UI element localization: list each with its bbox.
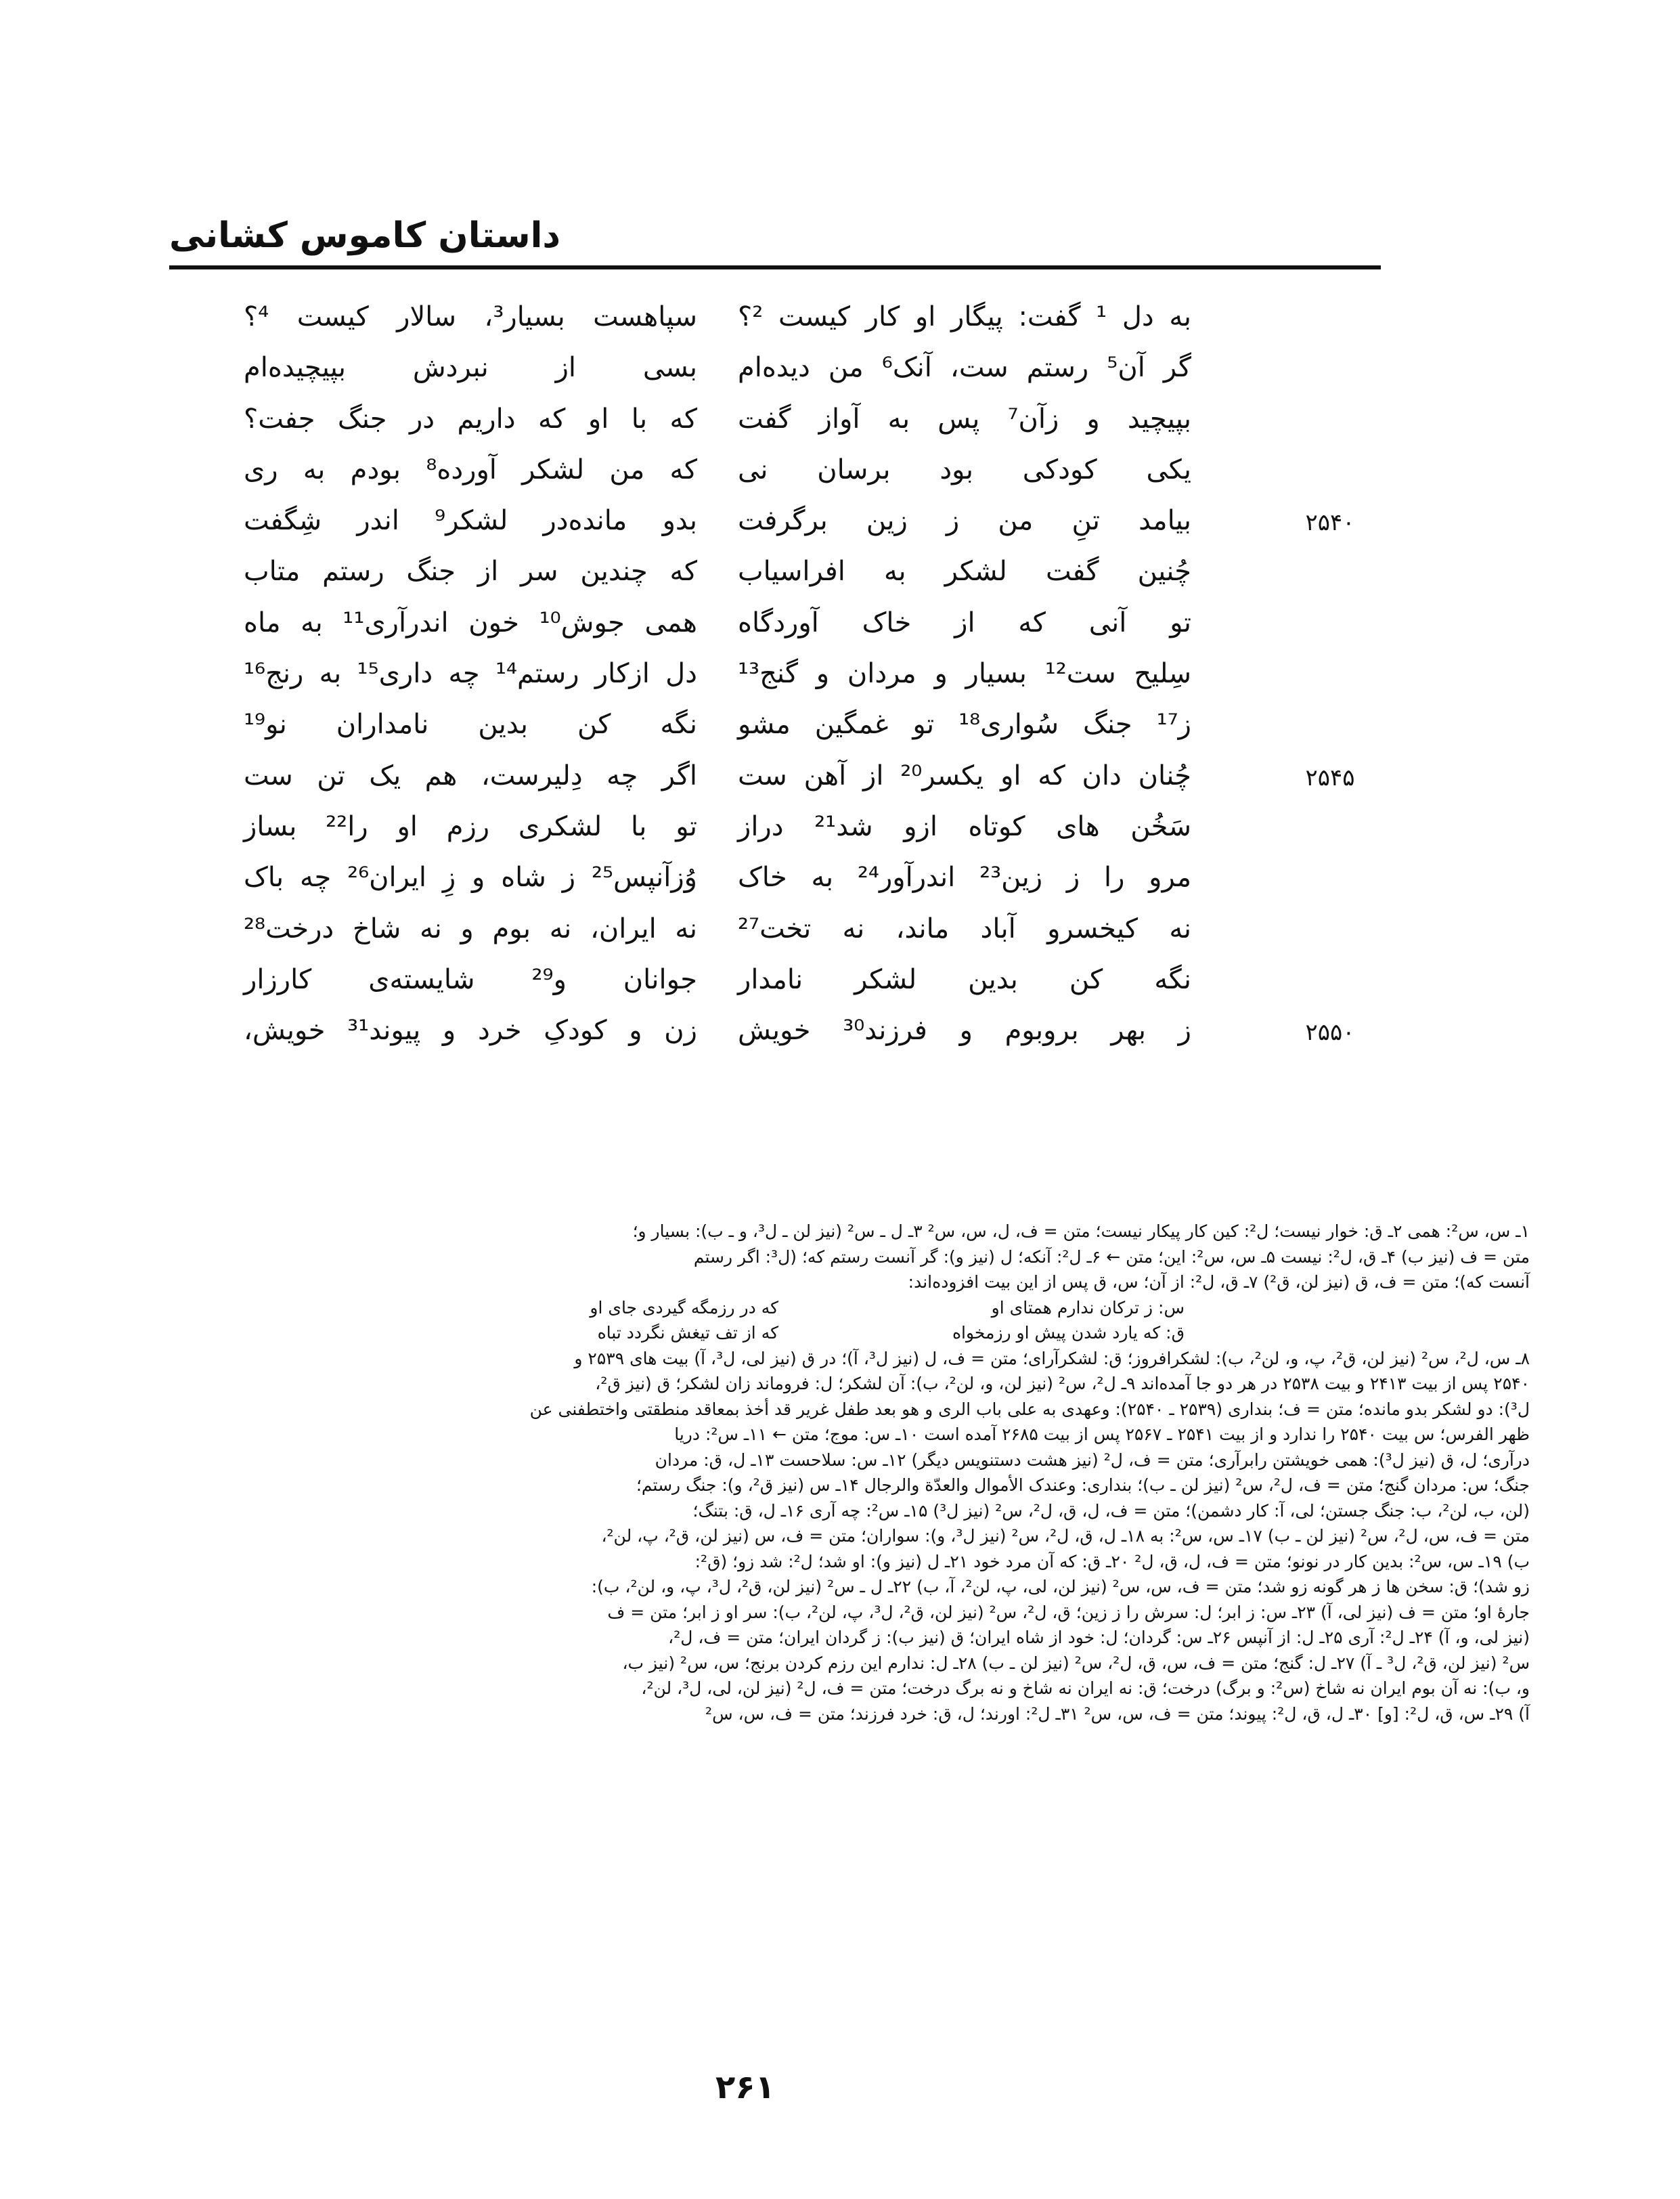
second-hemistich: جوانان و²⁹ شایسته‌ی کارزار	[244, 963, 697, 995]
first-hemistich: ز بهر بروبوم و فرزند³⁰ خویش	[738, 1015, 1191, 1047]
verse-number: ۲۵۴۰	[1305, 509, 1355, 537]
verse-row	[244, 963, 1374, 1015]
verse-row	[244, 810, 1374, 862]
footnote-line: زو شد)؛ ق: سخن ها ز هر گونه زو شد؛ متن = ف، س، س² (نیز لن، لی، پ، لن²، آ، ب) ۲۲ـ ل ـ س² (نیز لن، ق²، ل³، پ، و، لن²، ب):	[591, 1577, 1530, 1596]
verse-row	[244, 607, 1374, 658]
running-title: داستان کاموس کشانی	[169, 215, 561, 256]
second-hemistich: زن و کودکِ خرد و پیوند³¹ خویش،	[244, 1015, 697, 1047]
first-hemistich: تو آنی که از خاک آوردگاه	[738, 607, 1191, 638]
first-hemistich: مرو را ز زین²³ اندرآور²⁴ به خاک	[738, 862, 1191, 894]
verse-row	[244, 556, 1374, 607]
footnote-line: ۱ـ س، س²: همی ۲ـ ق: خوار نیست؛ ل²: کین کار پیکار نیست؛ متن = ف، ل، س، س² ۳ـ ل ـ س² (نیز لن ـ ل³، و ـ ب): بسیار و؛	[632, 1221, 1530, 1241]
second-hemistich: دل ازکار رستم¹⁴ چه داری¹⁵ به رنج¹⁶	[244, 658, 697, 690]
second-hemistich: نه ایران، نه بوم و نه شاخ درخت²⁸	[244, 913, 697, 944]
footnote-line: و، ب): نه آن بوم ایران نه شاخ (س²: و برگ) درخت؛ ق: نه ایران نه شاخ و نه برگ درخت؛ متن = ف، ل² (نیز لن، لی، ل³، لن²،	[641, 1678, 1530, 1698]
footnote-line: (لن، ب، لن²، ب: جنگ جستن؛ لی، آ: کار دشمن)؛ متن = ف، ل، ق، ل²، س² (نیز ل³) ۱۵ـ س²: چه آری ۱۶ـ ل، ق: بتنگ؛	[692, 1500, 1530, 1521]
variant-hemistich: که در رزمگه گیردی جای او	[590, 1297, 778, 1318]
verse-number: ۲۵۴۵	[1305, 764, 1355, 791]
second-hemistich: همی جوش¹⁰ خون اندرآری¹¹ به ماه	[244, 607, 698, 638]
second-hemistich: وُزآنپس²⁵ ز شاه و زِ ایران²⁶ چه باک	[244, 862, 697, 894]
variant-verse	[149, 1295, 1530, 1321]
footnote-line: ل³): دو لشکر بدو مانده؛ متن = ف؛ بنداری (۲۵۳۹ ـ ۲۵۴۰): وعهدی به علی باب الری و هو بعد طفل غریر قد أخذ بمعاقد منطقتی واختطفنی عن	[529, 1399, 1530, 1419]
second-hemistich: که چندین سر از جنگ رستم متاب	[244, 556, 697, 588]
verse-row	[244, 403, 1374, 454]
footnotes	[149, 1219, 1530, 1726]
second-hemistich: که من لشکر آورده⁸ بودم به ری	[244, 454, 697, 485]
footnote-line: درآری؛ ل، ق (نیز ل³): همی خویشتن رابرآری؛ متن = ف، ل² (نیز هشت دستنویس دیگر) ۱۲ـ س: سلاحست ۱۳ـ ل، ق: مردان	[655, 1450, 1530, 1470]
first-hemistich: نگه کن بدین لشکر نامدار	[738, 963, 1191, 995]
verse-number: ۲۵۵۰	[1305, 1019, 1355, 1047]
footnote-line: (نیز لی، و، آ) ۲۴ـ ل²: آری ۲۵ـ ل: از آنپس ۲۶ـ س: گردان؛ ل: خود از شاه ایران؛ ق (نیز ب): ز گردان ایران؛ متن = ف، ل²،	[668, 1628, 1530, 1647]
first-hemistich: گر آن⁵ رستم ست، آنک⁶ من دیده‌ام	[738, 352, 1191, 384]
poem-verses	[244, 301, 1374, 1066]
first-hemistich: سِلیح ست¹² بسیار و مردان و گنج¹³	[738, 658, 1192, 690]
second-hemistich: بدو مانده‌در لشکر⁹ اندر شِگفت	[244, 505, 698, 537]
verse-row	[244, 709, 1374, 760]
second-hemistich: اگر چه دِلیرست، هم یک تن ست	[244, 760, 697, 791]
first-hemistich: یکی کودکی بود برسان نی	[738, 454, 1191, 485]
verse-row	[244, 760, 1374, 811]
footnote-line: آنست که)؛ متن = ف، ق (نیز لن، ق²) ۷ـ ق، ل²: از آن؛ س، ق پس از این بیت افزوده‌اند:	[908, 1272, 1530, 1292]
verse-row	[244, 1015, 1374, 1066]
footnote-line: ۸ـ س، ل²، س² (نیز لن، ق²، پ، و، لن²، ب): لشکرافروز؛ ق: لشکرآرای؛ متن = ف، ل (نیز ل³، آ)؛ در ق (نیز لی، ل³، آ) بیت های ۲۵۳۹ و	[574, 1348, 1530, 1368]
page-number: ۲۶۱	[715, 2068, 775, 2106]
verse-row	[244, 505, 1374, 556]
first-hemistich: بیامد تنِ من ز زین برگرفت	[738, 505, 1191, 537]
variant-hemistich: ق: که یارد شدن پیش او رزمخواه	[952, 1323, 1185, 1343]
footnote-line: س² (نیز لن، ق²، ل³ ـ آ) ۲۷ـ ل: گنج؛ متن = ف، س، ق، ل²، س² (نیز لن ـ ب) ۲۸ـ ل: ندارم این رزم کردن برنج؛ س، س² (نیز ب،	[622, 1653, 1530, 1673]
verse-row	[244, 454, 1374, 505]
footnote-line: ظهر الفرس؛ س بیت ۲۵۴۰ را ندارد و از بیت ۲۵۴۱ ـ ۲۵۶۷ پس از بیت ۲۶۸۵ آمده است ۱۰ـ س: موج؛ متن ← ۱۱ـ س²: دریا	[674, 1424, 1530, 1444]
second-hemistich: تو با لشکری رزم او را²² بساز	[244, 810, 697, 842]
first-hemistich: سَخُن های کوتاه ازو شد²¹ دراز	[738, 810, 1191, 842]
footnote-line: متن = ف (نیز ب) ۴ـ ق، ل²: نیست ۵ـ س، س²: این؛ متن ← ۶ـ ل²: آنکه؛ ل (نیز و): گر آنست رستم که؛ (ل³: اگر رستم	[693, 1246, 1530, 1267]
second-hemistich: سپاهست بسیار³، سالار کیست ⁴؟	[244, 301, 697, 332]
second-hemistich: که با او که داریم در جنگ جفت؟	[244, 403, 697, 435]
first-hemistich: چُنین گفت لشکر به افراسیاب	[738, 556, 1191, 588]
first-hemistich: چُنان دان که او یکسر²⁰ از آهن ست	[738, 760, 1191, 791]
first-hemistich: نه کیخسرو آباد ماند، نه تخت²⁷	[738, 913, 1191, 944]
footnote-line: جنگ؛ س: مردان گنج؛ متن = ف، ل²، س² (نیز لن ـ ب)؛ بنداری: وعندک الأموال والعدّة والرجال ۱۴ـ س (نیز ق²، و): جنگ رستم؛	[636, 1475, 1530, 1495]
verse-row	[244, 658, 1374, 709]
first-hemistich: به دل ¹ گفت: پیگار او کار کیست ²؟	[738, 301, 1191, 332]
first-hemistich: بپیچید و زآن⁷ پس به آواز گفت	[738, 403, 1191, 435]
footnote-line: ۲۵۴۰ پس از بیت ۲۴۱۳ و بیت ۲۵۳۸ در هر دو جا آمده‌اند ۹ـ ل²، س² (نیز لن، و، لن²، ب): آن لشکر؛ ل: فروماند زان لشکر؛ ق (نیز ق²،	[595, 1374, 1530, 1393]
second-hemistich: نگه کن بدین نامداران نو¹⁹	[244, 709, 697, 741]
footnote-line: متن = ف، س، ل²، س² (نیز لن ـ ب) ۱۷ـ س، س²: به ۱۸ـ ل، ق، ل²، س² (نیز ل³، و): سواران؛ متن = ف، س (نیز لن، ق²، پ، لن²،	[601, 1526, 1530, 1546]
first-hemistich: ز¹⁷ جنگ سُواری¹⁸ تو غمگین مشو	[738, 709, 1191, 741]
variant-hemistich: که از تف تیغش نگردد تباه	[597, 1323, 778, 1343]
variant-verse	[149, 1320, 1530, 1346]
verse-row	[244, 301, 1374, 352]
header-rule-divider	[169, 265, 1381, 269]
footnote-line: جارهٔ او؛ متن = ف (نیز لی، آ) ۲۳ـ س: ز ابر؛ ل: سرش را ز زین؛ ق، ل²، س² (نیز لن، ق²، ل³، پ، لن²، ب): سر او ز ابر؛ متن = ف	[607, 1602, 1530, 1622]
second-hemistich: بسی از نبردش بپیچیده‌ام	[244, 352, 697, 384]
verse-row	[244, 862, 1374, 913]
footnote-line: آ) ۲۹ـ س، ق، ل²: [و] ۳۰ـ ل، ق، ل²: پیوند؛ متن = ف، س، س² ۳۱ـ ل²: اورند؛ ل، ق: خرد فرزند؛ متن = ف، س، س²	[705, 1703, 1530, 1724]
verse-row	[244, 352, 1374, 403]
verse-row	[244, 913, 1374, 964]
variant-hemistich: س: ز ترکان ندارم همتای او	[991, 1297, 1185, 1318]
footnote-line: ب) ۱۹ـ س، س²: بدین کار در نونو؛ متن = ف، ل، ق، ل² ۲۰ـ ق: که آن مرد خود ۲۱ـ ل (نیز و): او شد؛ ل²: شد زو؛ (ق²:	[694, 1551, 1530, 1571]
